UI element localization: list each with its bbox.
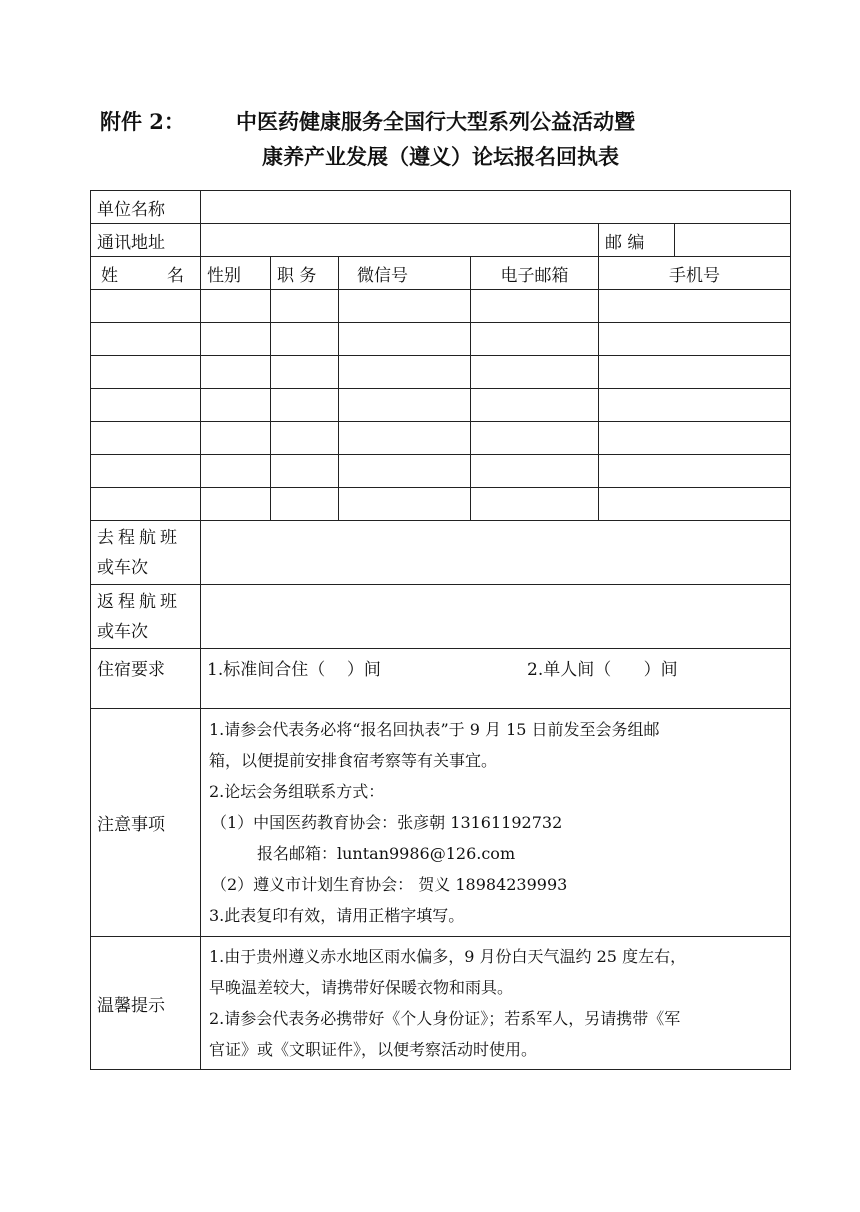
outbound-label	[91, 521, 201, 585]
notes-line-5: 报名邮箱：luntan9986@126.com	[257, 844, 516, 863]
attendee-mobile-cell[interactable]	[599, 389, 791, 422]
attendee-mobile-cell[interactable]	[599, 422, 791, 455]
accommodation-option-single[interactable]: 2.单人间（ ）间	[527, 660, 678, 680]
col-position-header: 职 务	[271, 257, 339, 290]
attendee-wechat-cell[interactable]	[339, 290, 471, 323]
attendee-position-cell[interactable]	[271, 323, 339, 356]
notes-line-4: （1）中国医药教育协会：张彦朝 13161192732	[211, 813, 563, 832]
notes-line-2: 箱，以便提前安排食宿考察等有关事宜。	[209, 751, 498, 770]
column-header-row	[91, 257, 791, 290]
attendee-position-cell[interactable]	[271, 455, 339, 488]
attendee-name-cell[interactable]	[91, 356, 201, 389]
address-label: 通讯地址	[91, 224, 201, 257]
attendee-gender-cell[interactable]	[201, 356, 271, 389]
attendee-row	[91, 488, 791, 521]
tips-line-2: 早晚温差较大，请携带好保暖衣物和雨具。	[209, 978, 514, 997]
attendee-position-cell[interactable]	[271, 422, 339, 455]
notes-row	[91, 709, 791, 937]
col-email-header: 电子邮箱	[471, 257, 599, 290]
attendee-mobile-cell[interactable]	[599, 356, 791, 389]
tips-label: 温馨提示	[91, 937, 201, 1070]
attendee-mobile-cell[interactable]	[599, 323, 791, 356]
attendee-name-cell[interactable]	[91, 488, 201, 521]
notes-label: 注意事项	[91, 709, 201, 937]
postcode-label: 邮 编	[599, 224, 675, 257]
outbound-row	[91, 521, 791, 585]
attendee-position-cell[interactable]	[271, 290, 339, 323]
attendee-row	[91, 389, 791, 422]
return-field[interactable]	[201, 585, 791, 649]
attendee-email-cell[interactable]	[471, 356, 599, 389]
attendee-gender-cell[interactable]	[201, 422, 271, 455]
outbound-label-line2: 或车次	[97, 557, 148, 578]
return-label	[91, 585, 201, 649]
postcode-field[interactable]	[675, 224, 791, 257]
attendee-gender-cell[interactable]	[201, 323, 271, 356]
return-label-line2: 或车次	[97, 621, 148, 642]
accommodation-label: 住宿要求	[91, 649, 201, 709]
attendee-gender-cell[interactable]	[201, 488, 271, 521]
attendee-position-cell[interactable]	[271, 356, 339, 389]
tips-line-1: 1.由于贵州遵义赤水地区雨水偏多，9 月份白天气温约 25 度左右，	[209, 947, 687, 966]
notes-content	[201, 709, 791, 937]
attendee-gender-cell[interactable]	[201, 455, 271, 488]
attachment-label: 附件 2：	[100, 109, 185, 134]
notes-line-6: （2）遵义市计划生育协会： 贺义 18984239993	[211, 875, 568, 894]
notes-line-1: 1.请参会代表务必将“报名回执表”于 9 月 15 日前发至会务组邮	[209, 720, 660, 739]
attendee-gender-cell[interactable]	[201, 389, 271, 422]
attendee-gender-cell[interactable]	[201, 290, 271, 323]
tips-row	[91, 937, 791, 1070]
attendee-email-cell[interactable]	[471, 290, 599, 323]
accommodation-options	[201, 649, 791, 709]
attendee-name-cell[interactable]	[91, 323, 201, 356]
return-row	[91, 585, 791, 649]
attendee-wechat-cell[interactable]	[339, 488, 471, 521]
col-name-part-a: 姓	[101, 265, 118, 286]
attendee-wechat-cell[interactable]	[339, 356, 471, 389]
outbound-field[interactable]	[201, 521, 791, 585]
attendee-row	[91, 290, 791, 323]
attendee-mobile-cell[interactable]	[599, 455, 791, 488]
accommodation-row	[91, 649, 791, 709]
attendee-wechat-cell[interactable]	[339, 455, 471, 488]
attendee-email-cell[interactable]	[471, 455, 599, 488]
attendee-mobile-cell[interactable]	[599, 488, 791, 521]
col-name-part-b: 名	[167, 265, 184, 286]
attendee-name-cell[interactable]	[91, 422, 201, 455]
attendee-position-cell[interactable]	[271, 389, 339, 422]
col-gender-header: 性别	[201, 257, 271, 290]
return-label-line1: 返程航班	[97, 591, 181, 612]
title-line-1: 中医药健康服务全国行大型系列公益活动暨	[236, 109, 635, 134]
attendee-email-cell[interactable]	[471, 323, 599, 356]
attendee-wechat-cell[interactable]	[339, 389, 471, 422]
unit-name-label: 单位名称	[91, 191, 201, 224]
attendee-name-cell[interactable]	[91, 389, 201, 422]
title-line-2: 康养产业发展（遵义）论坛报名回执表	[262, 144, 619, 169]
outbound-label-line1: 去程航班	[97, 527, 181, 548]
address-row	[91, 224, 791, 257]
attendee-email-cell[interactable]	[471, 422, 599, 455]
attendee-name-cell[interactable]	[91, 290, 201, 323]
attendee-name-cell[interactable]	[91, 455, 201, 488]
attendee-row	[91, 323, 791, 356]
attendee-position-cell[interactable]	[271, 488, 339, 521]
tips-line-3: 2.请参会代表务必携带好《个人身份证》；若系军人，另请携带《军	[209, 1009, 681, 1028]
attendee-email-cell[interactable]	[471, 389, 599, 422]
notes-line-3: 2.论坛会务组联系方式：	[209, 782, 385, 801]
tips-line-4: 官证》或《文职证件》，以便考察活动时使用。	[209, 1040, 538, 1059]
attendee-wechat-cell[interactable]	[339, 422, 471, 455]
attendee-row	[91, 422, 791, 455]
attendee-mobile-cell[interactable]	[599, 290, 791, 323]
attendee-row	[91, 356, 791, 389]
unit-row	[91, 191, 791, 224]
notes-line-7: 3.此表复印有效，请用正楷字填写。	[209, 906, 465, 925]
col-mobile-header: 手机号	[599, 257, 791, 290]
registration-form-table	[90, 190, 791, 1070]
attendee-wechat-cell[interactable]	[339, 323, 471, 356]
tips-content	[201, 937, 791, 1070]
unit-name-field[interactable]	[201, 191, 791, 224]
address-field[interactable]	[201, 224, 599, 257]
accommodation-option-double[interactable]: 1.标准间合住（ ）间	[207, 660, 381, 680]
attendee-row	[91, 455, 791, 488]
col-wechat-header: 微信号	[339, 257, 471, 290]
attendee-email-cell[interactable]	[471, 488, 599, 521]
col-name-header	[91, 257, 201, 290]
